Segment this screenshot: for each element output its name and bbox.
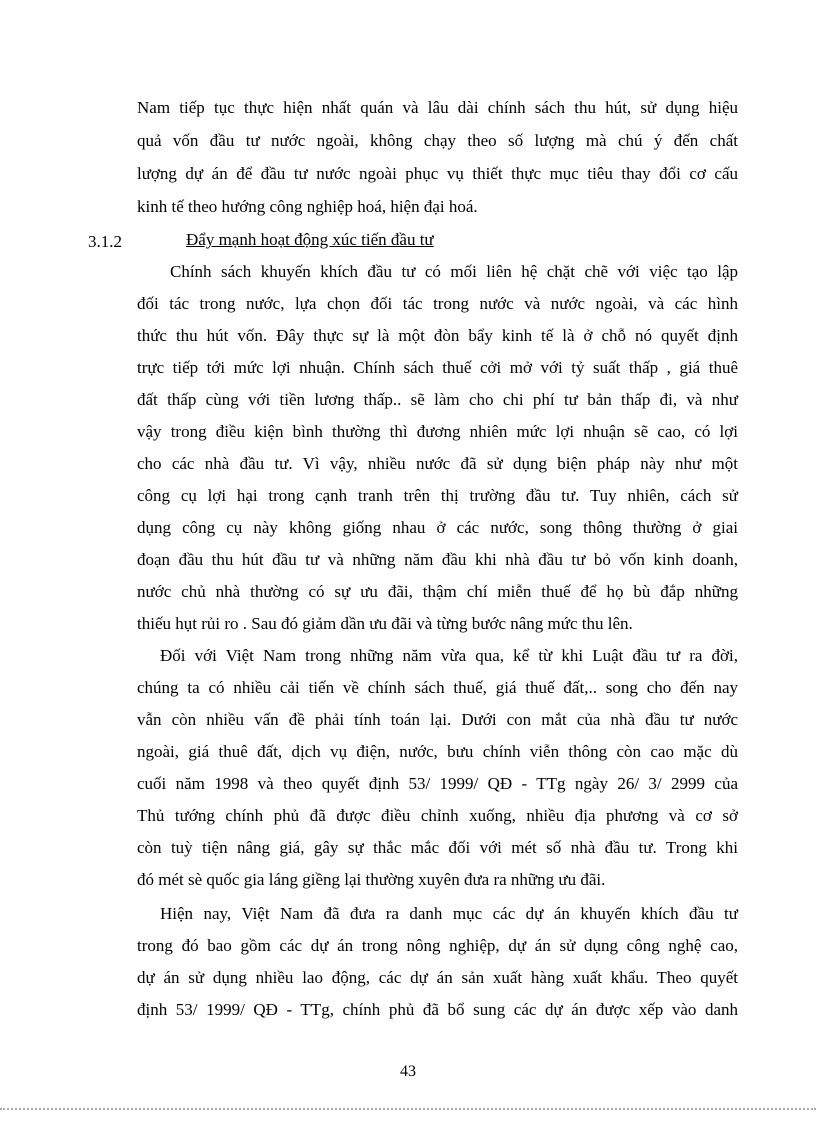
para2-line-1: Đối với Việt Nam trong những năm vừa qua, kể từ khi Luật đầu tư ra đời, (160, 646, 738, 665)
para2-line-6: Thủ tướng chính phủ đã được điều chỉnh xuống, nhiều địa phương và cơ sở (137, 806, 738, 825)
section-title: Đẩy mạnh hoạt động xúc tiến đầu tư (186, 230, 434, 249)
para1-line-7: cho các nhà đầu tư. Vì vậy, nhiều nước đã sử dụng biện pháp này như một (137, 454, 738, 473)
para3-line-1: Hiện nay, Việt Nam đã đưa ra danh mục các dự án khuyến khích đầu tư (160, 904, 738, 923)
para1-line-1: Chính sách khuyến khích đầu tư có mối liên hệ chặt chẽ với việc tạo lập (170, 262, 738, 281)
intro-line-3: lượng dự án để đầu tư nước ngoài phục vụ thiết thực mục tiêu thay đổi cơ cấu (137, 164, 738, 183)
para3-line-4: định 53/ 1999/ QĐ - TTg, chính phủ đã bổ sung các dự án được xếp vào danh (137, 1000, 738, 1019)
para3-line-3: dự án sử dụng nhiều lao động, các dự án sản xuất hàng xuất khẩu. Theo quyết (137, 968, 738, 987)
intro-line-2: quả vốn đầu tư nước ngoài, không chạy theo số lượng mà chú ý đến chất (137, 131, 738, 150)
para1-line-2: đối tác trong nước, lựa chọn đối tác trong nước và nước ngoài, và các hình (137, 294, 738, 313)
para2-line-5: cuối năm 1998 và theo quyết định 53/ 1999/ QĐ - TTg ngày 26/ 3/ 2999 của (137, 774, 738, 793)
intro-line-4: kinh tế theo hướng công nghiệp hoá, hiện đại hoá. (137, 197, 478, 216)
para1-line-3: thức thu hút vốn. Đây thực sự là một đòn bẩy kinh tế là ở chỗ nó quyết định (137, 326, 738, 345)
para1-line-10: đoạn đầu thu hút đầu tư và những năm đầu khi nhà đầu tư bỏ vốn kinh doanh, (137, 550, 738, 569)
para1-line-11: nước chủ nhà thường có sự ưu đãi, thậm chí miễn thuế để họ bù đắp những (137, 582, 738, 601)
para1-line-12: thiếu hụt rủi ro . Sau đó giảm dần ưu đãi và từng bước nâng mức thu lên. (137, 614, 633, 633)
section-number: 3.1.2 (88, 232, 122, 251)
page-number: 43 (400, 1063, 416, 1080)
para1-line-8: công cụ lợi hại trong cạnh tranh trên thị trường đầu tư. Tuy nhiên, cách sử (137, 486, 738, 505)
para1-line-6: vậy trong điều kiện bình thường thì đương nhiên mức lợi nhuận sẽ cao, có lợi (137, 422, 738, 441)
footer-divider (0, 1108, 816, 1110)
para3-line-2: trong đó bao gồm các dự án trong nông nghiệp, dự án sử dụng công nghệ cao, (137, 936, 738, 955)
para2-line-2: chúng ta có nhiều cải tiến về chính sách thuế, giá thuế đất,.. song cho đến nay (137, 678, 738, 697)
para2-line-3: vẫn còn nhiều vấn đề phải tính toán lại. Dưới con mắt của nhà đầu tư nước (137, 710, 738, 729)
para2-line-7: còn tuỳ tiện nâng giá, gây sự thắc mắc đối với mét số nhà đầu tư. Trong khi (137, 838, 738, 857)
para1-line-4: trực tiếp tới mức lợi nhuận. Chính sách thuế cởi mở với tỷ suất thấp , giá thuê (137, 358, 738, 377)
intro-line-1: Nam tiếp tục thực hiện nhất quán và lâu dài chính sách thu hút, sử dụng hiệu (137, 98, 738, 117)
para1-line-9: dụng công cụ này không giống nhau ở các nước, song thông thường ở giai (137, 518, 738, 537)
para2-line-8: đó mét sè quốc gia láng giềng lại thường xuyên đưa ra những ưu đãi. (137, 870, 606, 889)
para1-line-5: đất thấp cùng với tiền lương thấp.. sẽ làm cho chi phí tư bản thấp đi, và như (137, 390, 738, 409)
para2-line-4: ngoài, giá thuê đất, dịch vụ điện, nước, bưu chính viễn thông còn cao mặc dù (137, 742, 738, 761)
